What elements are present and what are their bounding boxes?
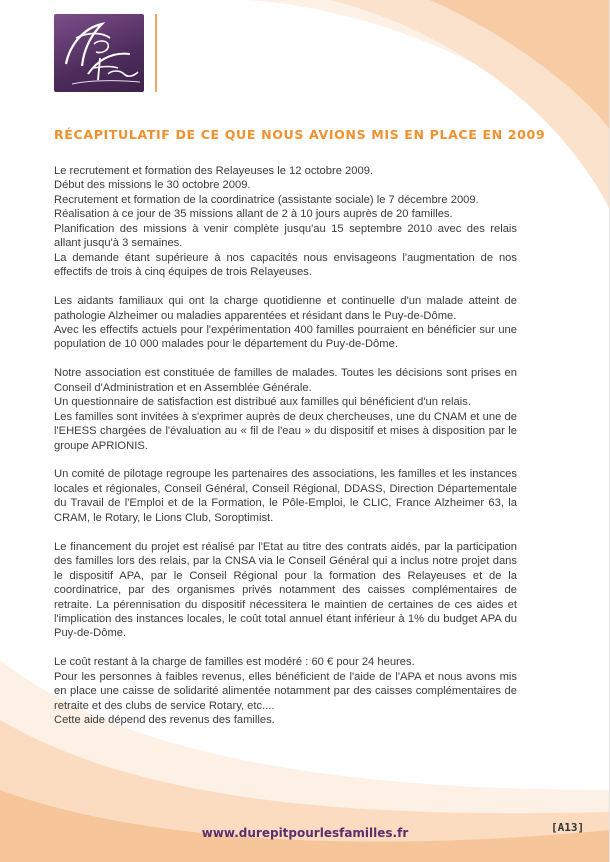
paragraph-financement [54,540,517,641]
paragraph-line: Le recrutement et formation des Relayeuses le 12 octobre 2009. [54,165,374,177]
body-text [54,164,517,742]
paragraph-association [54,366,517,453]
paragraph-line: Notre association est constituée de familles de malades. Toutes les décisions sont prises en Conseil d'Administration et en Assemblée Générale. [54,367,517,394]
paragraph-line: Un questionnaire de satisfaction est distribué aux familles qui bénéficient d'un relais. [54,396,471,409]
paragraph-line: Les aidants familiaux qui ont la charge quotidienne et continuelle d'un malade atteint de pathologie Alzheimer ou maladies apparentées et résidant dans le Puy-de-Dôme. [54,295,517,322]
section-title: RÉCAPITULATIF DE CE QUE NOUS AVIONS MIS EN PLACE EN 2009 [54,127,546,142]
paragraph-cout [54,655,517,727]
paragraph-line: Le financement du projet est réalisé par l'Etat au titre des contrats aidés, par la participation des familles lors des relais, par la CNSA via le Conseil Général qui a inclus notre projet dans le dispositif APA, par le Conseil Régional pour la formation des Relayeuses et de la coordinatrice, par des organismes privés notamment des caisses complémentaires de retraite. La pérennisation du dispositif nécessitera le maintien de certaines de ces aides et l'implication des instances locales, le coût total annuel étant inférieur à 1% du budget APA du Puy-de-Dôme. [54,540,517,640]
paragraph-line: Un comité de pilotage regroupe les partenaires des associations, les familles et les instances locales et régionales, Conseil Général, Conseil Régional, DDASS, Direction Départementale du Travail de l'Emploi et de la Formation, le Pôle-Emploi, le CLIC, France Alzheimer 63, la CRAM, le Rotary, le Lions Club, Soroptimist. [54,468,517,524]
paragraph-line: Cette aide dépend des revenus des familles. [54,714,275,727]
paragraph-line: Recrutement et formation de la coordinatrice (assistante sociale) le 7 décembre 2009. [54,193,479,206]
logo [54,14,144,92]
paragraph-line: Réalisation à ce jour de 35 missions allant de 2 à 10 jours auprès de 20 familles. [54,208,453,221]
paragraph-comite [54,467,517,525]
paragraph-line: Planification des missions à venir complète jusqu'au 15 septembre 2010 avec des relais allant jusqu'à 3 semaines. [54,222,517,250]
logo-mark [54,14,144,92]
paragraph-aidants [54,294,517,352]
paragraph-line: Début des missions le 30 octobre 2009. [54,179,251,192]
logo-divider [155,14,157,92]
website-link[interactable]: www.durepitpourlesfamilles.fr [201,826,409,840]
paragraph-line: Le coût restant à la charge de familles est modéré : 60 € pour 24 heures. [54,656,415,669]
paragraph-line: Pour les personnes à faibles revenus, elles bénéficient de l'aide de l'APA et nous avons mis en place une caisse de solidarité alimentée notamment par des caisses complémentaires de retraite et des clubs de service Rotary, etc.... [54,670,517,712]
page-number: [A13] [551,821,585,834]
paragraph-line: La demande étant supérieure à nos capacités nous envisageons l'augmentation de nos effectifs de trois à cinq équipes de trois Relayeuses. [54,251,517,279]
paragraph-line: Les familles sont invitées à s'exprimer auprès de deux chercheuses, une du CNAM et une de l'EHESS chargées de l'évaluation au « fil de l'eau » du dispositif et mises à disposition par le groupe APRIONIS. [54,410,517,452]
paragraph-line: Avec les effectifs actuels pour l'expérimentation 400 familles pourraient en bénéficier sur une population de 10 000 malades pour le département du Puy-de-Dôme. [54,323,517,351]
paragraph-missions [54,164,517,280]
